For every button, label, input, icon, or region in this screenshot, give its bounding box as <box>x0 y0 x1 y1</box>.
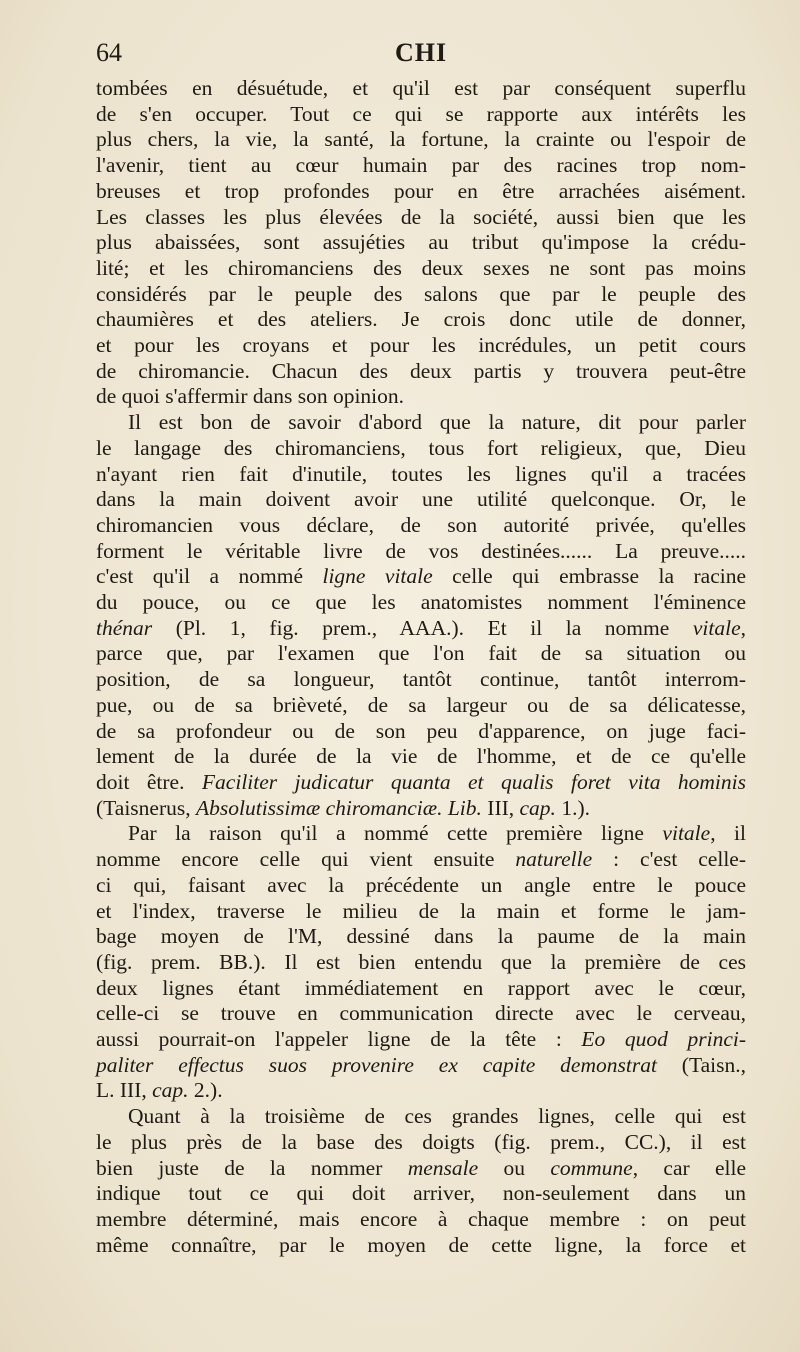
running-head: CHI <box>394 38 448 67</box>
text-line: de s'en occuper. Tout ce qui se rapporte aux intérêts les <box>96 101 746 126</box>
text-line: bien juste de la nommer mensale ou commune, car elle <box>96 1155 747 1180</box>
text-line: forment le véritable livre de vos destinées...... La preuve..... <box>96 538 746 563</box>
text-line: L. III, cap. 2.). <box>96 1078 223 1103</box>
text-line: nomme encore celle qui vient ensuite naturelle : c'est celle- <box>96 847 746 872</box>
text-line: dans la main doivent avoir une utilité quelconque. Or, le <box>96 487 746 512</box>
text-line: même connaître, par le moyen de cette ligne, la force et <box>96 1232 746 1257</box>
text-line: (Taisnerus, Absolutissimæ chiromanciæ. Lib. III, cap. 1.). <box>96 795 590 820</box>
body-text <box>96 76 746 1258</box>
text-line: (fig. prem. BB.). Il est bien entendu que la première de ces <box>96 949 746 974</box>
text-line: lement de la durée de la vie de l'homme, et de ce qu'elle <box>96 744 746 769</box>
text-line: Par la raison qu'il a nommé cette première ligne vitale, il <box>128 821 746 846</box>
text-line: chaumières et des ateliers. Je crois donc utile de donner, <box>96 307 746 332</box>
text-line: celle-ci se trouve en communication directe avec le cerveau, <box>96 1001 746 1026</box>
text-line: considérés par le peuple des salons que par le peuple des <box>96 281 746 306</box>
text-line: doit être. Faciliter judicatur quanta et qualis foret vita hominis <box>96 769 746 794</box>
text-line: et l'index, traverse le milieu de la main et forme le jam- <box>96 898 746 923</box>
text-line: le langage des chiromanciens, tous fort religieux, que, Dieu <box>96 435 746 460</box>
text-line: thénar (Pl. 1, fig. prem., AAA.). Et il la nomme vitale, <box>96 615 746 640</box>
text-line: indique tout ce qui doit arriver, non-seulement dans un <box>96 1181 746 1206</box>
text-line: c'est qu'il a nommé ligne vitale celle qui embrasse la racine <box>96 564 747 589</box>
text-line: l'avenir, tient au cœur humain par des racines trop nom- <box>96 153 746 178</box>
text-line: deux lignes étant immédiatement en rapport avec le cœur, <box>96 975 746 1000</box>
text-line: pue, ou de sa brièveté, de sa largeur ou de sa délicatesse, <box>96 692 746 717</box>
text-line: breuses et trop profondes pour en être arrachées aisément. <box>96 178 746 203</box>
page-number: 64 <box>96 38 122 67</box>
text-line: Les classes les plus élevées de la société, aussi bien que les <box>96 204 746 229</box>
text-line: lité; et les chiromanciens des deux sexes ne sont pas moins <box>96 255 746 280</box>
text-line: bage moyen de l'M, dessiné dans la paume de la main <box>96 924 746 949</box>
page-header <box>96 38 746 74</box>
text-line: plus chers, la vie, la santé, la fortune, la crainte ou l'espoir de <box>96 127 746 152</box>
text-line: tombées en désuétude, et qu'il est par conséquent superflu <box>96 76 746 100</box>
text-line: plus abaissées, sont assujéties au tribut qu'impose la crédu- <box>96 230 746 255</box>
text-line: ci qui, faisant avec la précédente un angle entre le pouce <box>96 872 746 897</box>
text-line: Il est bon de savoir d'abord que la nature, dit pour parler <box>128 410 746 435</box>
text-line: de chiromancie. Chacun des deux partis y trouvera peut-être <box>96 358 746 383</box>
text-line: du pouce, ou ce que les anatomistes nomment l'éminence <box>96 590 746 615</box>
text-line: de sa profondeur ou de son peu d'apparence, on juge faci- <box>96 718 746 743</box>
text-line: paliter effectus suos provenire ex capite demonstrat (Taisn., <box>96 1052 746 1077</box>
text-line: le plus près de la base des doigts (fig. prem., CC.), il est <box>96 1129 746 1154</box>
text-line: parce que, par l'examen que l'on fait de sa situation ou <box>96 641 746 666</box>
text-line: de quoi s'affermir dans son opinion. <box>96 384 405 409</box>
text-line: position, de sa longueur, tantôt continue, tantôt interrom- <box>96 667 746 692</box>
text-line: chiromancien vous déclare, de son autorité privée, qu'elles <box>96 512 746 537</box>
text-line: aussi pourrait-on l'appeler ligne de la tête : Eo quod princi- <box>96 1027 746 1052</box>
text-line: membre déterminé, mais encore à chaque membre : on peut <box>96 1206 746 1231</box>
text-line: Quant à la troisième de ces grandes lignes, celle qui est <box>128 1104 746 1129</box>
text-line: et pour les croyans et pour les incrédules, un petit cours <box>96 333 746 358</box>
text-line: n'ayant rien fait d'inutile, toutes les lignes qu'il a tracées <box>96 461 746 486</box>
